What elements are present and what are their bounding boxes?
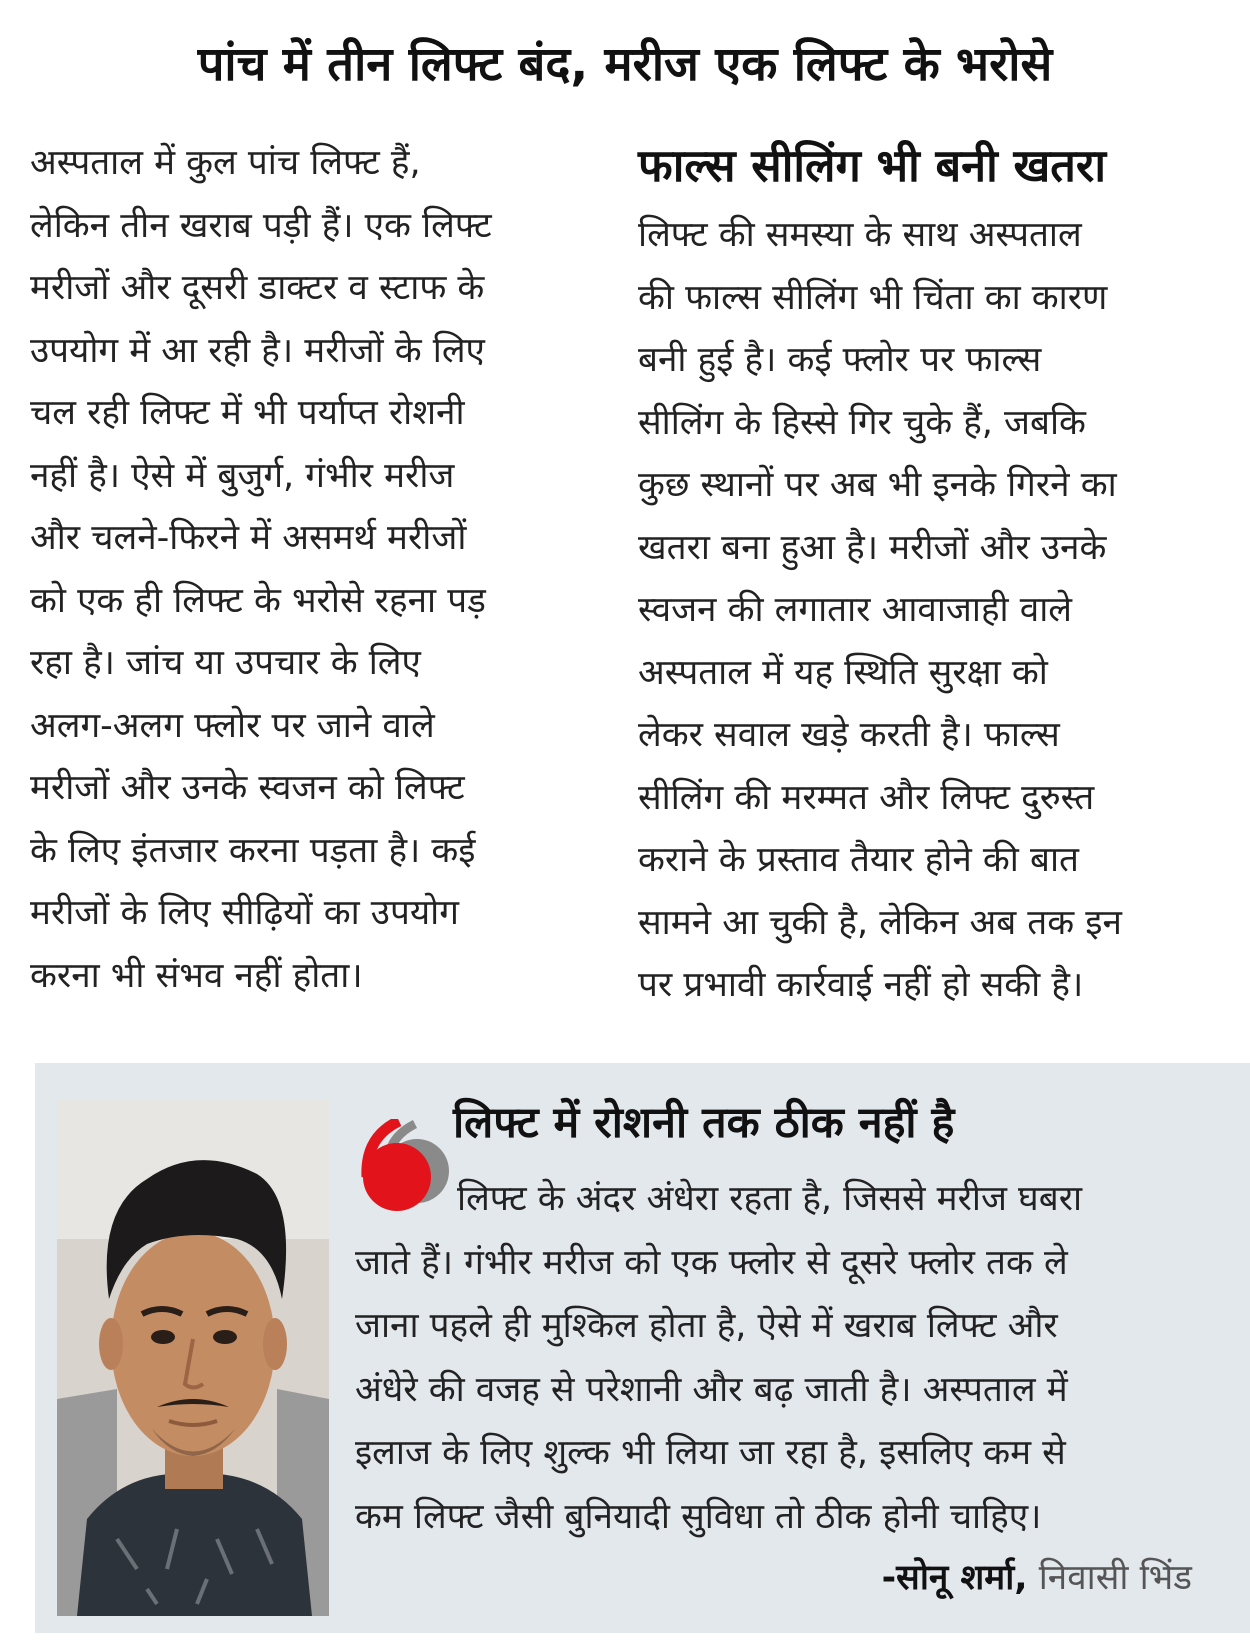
left-line: लेकिन तीन खराब पड़ी हैं। एक लिफ्ट <box>30 205 492 246</box>
left-line: को एक ही लिफ्ट के भरोसे रहना पड़ <box>30 580 486 621</box>
attribution-place: निवासी भिंड <box>1038 1558 1192 1598</box>
quote-line: कम लिफ्ट जैसी बुनियादी सुविधा तो ठीक होनी चाहिए। <box>355 1496 1042 1537</box>
portrait-photo <box>57 1099 329 1616</box>
quote-text <box>355 1168 1235 1549</box>
left-line: के लिए इंतजार करना पड़ता है। कई <box>30 830 476 871</box>
right-line: स्वजन की लगातार आवाजाही वाले <box>638 590 1072 630</box>
left-line: मरीजों और उनके स्वजन को लिफ्ट <box>30 768 465 808</box>
left-line: उपयोग में आ रही है। मरीजों के लिए <box>30 330 485 371</box>
attribution-name: -सोनू शर्मा, <box>881 1558 1028 1598</box>
left-line: रहा है। जांच या उपचार के लिए <box>30 643 421 683</box>
left-column <box>30 132 590 1007</box>
subheading: फाल्स सीलिंग भी बनी खतरा <box>638 139 1106 192</box>
left-line: अलग-अलग फ्लोर पर जाने वाले <box>30 705 435 746</box>
left-line: अस्पताल में कुल पांच लिफ्ट हैं, <box>30 143 421 183</box>
right-line: लिफ्ट की समस्या के साथ अस्पताल <box>638 215 1082 255</box>
quote-line: जाना पहले ही मुश्किल होता है, ऐसे में खराब लिफ्ट और <box>355 1306 1058 1346</box>
right-column <box>638 138 1220 1017</box>
quote-line: जाते हैं। गंभीर मरीज को एक फ्लोर से दूसरे फ्लोर तक ले <box>355 1242 1068 1283</box>
left-line: मरीजों और दूसरी डाक्टर व स्टाफ के <box>30 268 485 308</box>
right-line: की फाल्स सीलिंग भी चिंता का कारण <box>638 277 1108 318</box>
left-line: चल रही लिफ्ट में भी पर्याप्त रोशनी <box>30 393 465 433</box>
quote-line: लिफ्ट के अंदर अंधेरा रहता है, जिससे मरीज घबरा <box>457 1179 1083 1219</box>
right-line: बनी हुई है। कई फ्लोर पर फाल्स <box>638 340 1042 380</box>
left-line: और चलने-फिरने में असमर्थ मरीजों <box>30 518 467 558</box>
left-line: करना भी संभव नहीं होता। <box>30 955 363 996</box>
right-line: कराने के प्रस्ताव तैयार होने की बात <box>638 840 1079 880</box>
quote-line: अंधेरे की वजह से परेशानी और बढ़ जाती है। अस्पताल में <box>355 1369 1068 1410</box>
right-line: पर प्रभावी कार्रवाई नहीं हो सकी है। <box>638 965 1084 1005</box>
right-line: खतरा बना हुआ है। मरीजों और उनके <box>638 527 1107 568</box>
left-line: नहीं है। ऐसे में बुजुर्ग, गंभीर मरीज <box>30 455 455 496</box>
right-line: सामने आ चुकी है, लेकिन अब तक इन <box>638 902 1122 943</box>
right-line: सीलिंग की मरम्मत और लिफ्ट दुरुस्त <box>638 777 1095 818</box>
right-line: लेकर सवाल खड़े करती है। फाल्स <box>638 715 1060 755</box>
portrait-illustration <box>57 1099 329 1616</box>
quote-title: लिफ्ट में रोशनी तक ठीक नहीं है <box>453 1098 955 1148</box>
quote-line: इलाज के लिए शुल्क भी लिया जा रहा है, इसलिए कम से <box>355 1433 1066 1473</box>
headline: पांच में तीन लिफ्ट बंद, मरीज एक लिफ्ट के भरोसे <box>197 37 1053 92</box>
right-line: कुछ स्थानों पर अब भी इनके गिरने का <box>638 465 1117 505</box>
left-line: मरीजों के लिए सीढ़ियों का उपयोग <box>30 893 459 933</box>
right-line: सीलिंग के हिस्से गिर चुके हैं, जबकि <box>638 402 1086 443</box>
right-line: अस्पताल में यह स्थिति सुरक्षा को <box>638 652 1048 693</box>
attribution <box>882 1553 1192 1600</box>
quote-box <box>35 1063 1250 1633</box>
